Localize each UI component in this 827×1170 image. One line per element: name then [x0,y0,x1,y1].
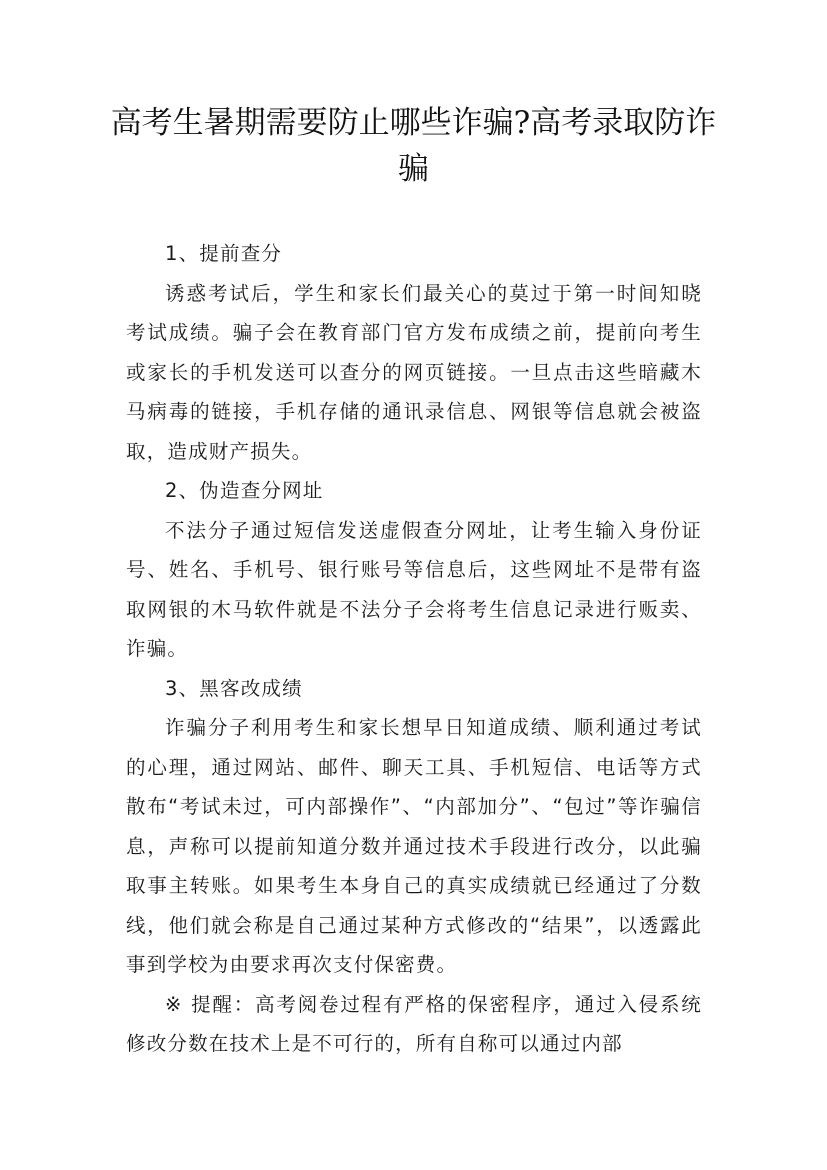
document-title: 高考生暑期需要防止哪些诈骗?高考录取防诈骗 [110,105,717,187]
heading-2: 2、伪造查分网址 [165,479,324,502]
paragraph-3: 诈骗分子利用考生和家长想早日知道成绩、顺利通过考试的心理，通过网站、邮件、聊天工具、手机短信、电话等方式散布“考试未过，可内部操作”、“内部加分”、“包过”等诈骗信息，声称可以提前知道分数并通过技术手段进行改分，以此骗取事主转账。如果考生本身自己的真实成绩就已经通过了分数线，他们就会称是自己通过某种方式修改的“结果”，以透露此事到学校为由要求再次支付保密费。 [126,716,702,976]
reminder-paragraph: ※ 提醒：高考阅卷过程有严格的保密程序，通过入侵系统修改分数在技术上是不可行的，所有自称可以通过内部 [126,992,702,1055]
heading-3: 3、黑客改成绩 [165,676,303,700]
document-body [126,234,702,1064]
heading-1: 1、提前查分 [165,242,283,265]
paragraph-1: 诱惑考试后，学生和家长们最关心的莫过于第一时间知晓考试成绩。骗子会在教育部门官方发布成绩之前，提前向考生或家长的手机发送可以查分的网页链接。一旦点击这些暗藏木马病毒的链接，手机存储的通讯录信息、网银等信息就会被盗取，造成财产损失。 [126,281,702,463]
paragraph-2: 不法分子通过短信发送虚假查分网址，让考生输入身份证号、姓名、手机号、银行账号等信息后，这些网址不是带有盗取网银的木马软件就是不法分子会将考生信息记录进行贩卖、诈骗。 [126,518,702,660]
